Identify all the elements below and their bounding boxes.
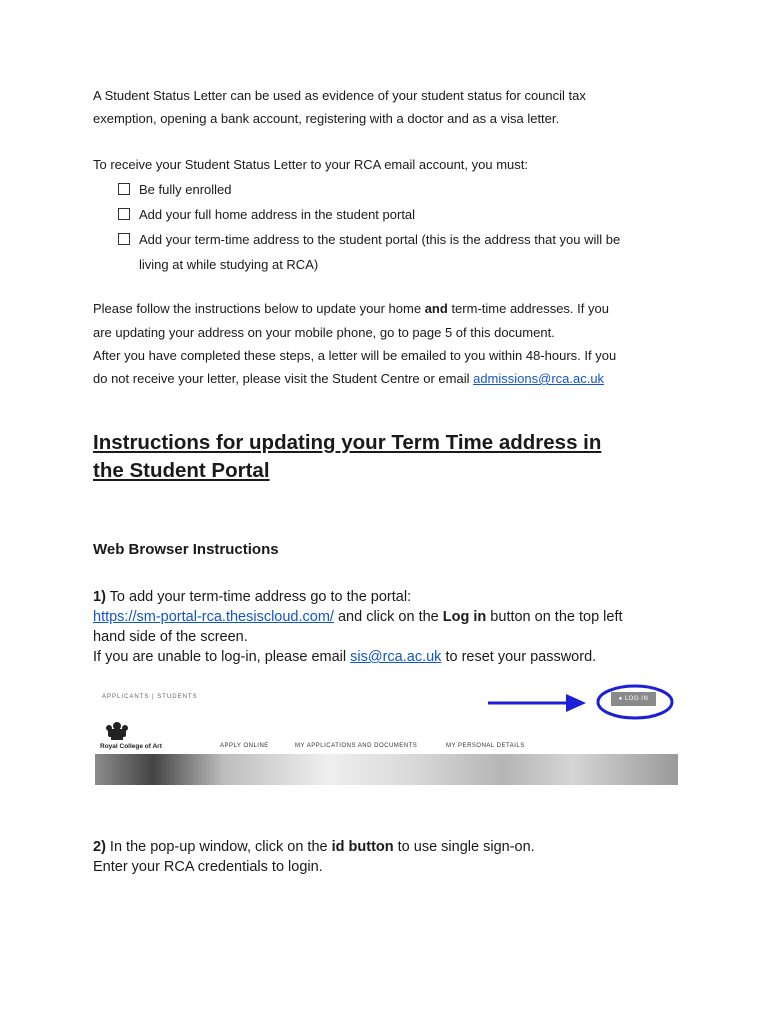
nav-personal-details: MY PERSONAL DETAILS <box>446 743 525 749</box>
follow-text: term-time addresses. If you <box>447 301 609 316</box>
step-text: to reset your password. <box>441 649 597 665</box>
portal-url-link[interactable]: https://sm-portal-rca.thesiscloud.com/ <box>93 609 334 625</box>
page-heading-line-2: the Student Portal <box>93 459 270 482</box>
step-text: To add your term-time address go to the portal: <box>105 589 412 605</box>
page-heading-line-1: Instructions for updating your Term Time address in <box>93 431 602 454</box>
screenshot-top-links: APPLICANTS | STUDENTS <box>102 694 198 700</box>
requirement-label: Be fully enrolled <box>139 182 232 197</box>
follow-line-3: After you have completed these steps, a letter will be emailed to you within 48-hours. If you <box>93 348 617 363</box>
requirement-label: living at while studying at RCA) <box>139 257 319 272</box>
step-text: If you are unable to log-in, please email <box>93 649 351 665</box>
step2-line-1 <box>93 837 535 857</box>
step-text: to use single sign-on. <box>393 839 535 855</box>
step-number: 2) <box>93 839 106 855</box>
follow-bold: and <box>424 301 448 316</box>
intro-line-1: A Student Status Letter can be used as evidence of your student status for council tax <box>93 88 586 103</box>
lock-icon: ● <box>618 696 623 702</box>
step1-line-3: hand side of the screen. <box>93 629 248 645</box>
follow-line-2: are updating your address on your mobile phone, go to page 5 of this document. <box>93 325 555 340</box>
section-subheading: Web Browser Instructions <box>93 541 279 558</box>
step-text: button on the top left <box>486 609 623 625</box>
follow-text: Please follow the instructions below to update your home <box>93 301 425 316</box>
requirement-label: Add your full home address in the student portal <box>139 207 416 222</box>
intro-line-2: exemption, opening a bank account, registering with a doctor and as a visa letter. <box>93 111 560 126</box>
admissions-email-link[interactable]: admissions@rca.ac.uk <box>473 371 605 386</box>
step2-line-2: Enter your RCA credentials to login. <box>93 859 323 875</box>
rca-logo-text: Royal College of Art <box>100 743 162 750</box>
requirement-label: Add your term-time address to the student portal (this is the address that you will be <box>139 232 621 247</box>
follow-text: do not receive your letter, please visit the Student Centre or email <box>93 371 474 386</box>
step-text: In the pop-up window, click on the <box>105 839 332 855</box>
sis-email-link[interactable]: sis@rca.ac.uk <box>350 649 442 665</box>
step-text: and click on the <box>333 609 443 625</box>
step-number: 1) <box>93 589 106 605</box>
step-bold: Log in <box>442 609 487 625</box>
nav-my-applications: MY APPLICATIONS AND DOCUMENTS <box>295 743 418 749</box>
highlight-ellipse-icon <box>598 686 672 718</box>
login-label: LOG IN <box>624 696 649 702</box>
arrow-head-icon <box>566 694 586 712</box>
requirements-lead: To receive your Student Status Letter to your RCA email account, you must: <box>93 157 528 172</box>
nav-apply-online: APPLY ONLINE <box>220 743 269 749</box>
step-bold: id button <box>331 839 394 855</box>
